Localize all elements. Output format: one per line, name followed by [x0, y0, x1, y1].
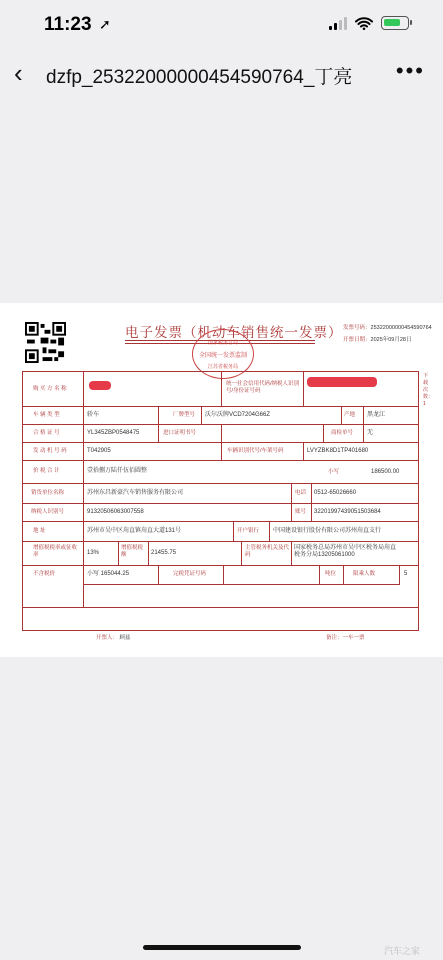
total-caps: 壹拾捌万陆仟伍佰圆整 [87, 468, 148, 474]
seller-tax-value: 91320506063007558 [87, 509, 144, 515]
bank-label: 开户银行 [237, 528, 260, 534]
cert-value: YL345ZBP0548475 [87, 430, 140, 436]
passenger-value: 5 [404, 571, 408, 577]
account-value: 32201997439051503684 [314, 509, 381, 515]
invoice-date: 开票日期：2025年09月28日 [343, 337, 412, 343]
authority-label: 主管税务机关及代码 [245, 545, 290, 558]
taxid-redacted [307, 377, 377, 387]
buyer-name-redacted [89, 381, 111, 390]
seller-tax-label: 纳税人识别号 [31, 509, 65, 515]
status-icons [329, 16, 409, 30]
vat-amount-value: 21455.75 [151, 550, 177, 556]
price-value: 小写 165044.25 [87, 571, 130, 577]
buyer-label: 购 买 方 名 称 [33, 386, 67, 392]
vat-rate-value: 13% [87, 550, 100, 556]
chevron-left-icon[interactable]: ‹ [14, 58, 23, 88]
phone-label: 电话 [295, 490, 307, 496]
total-label: 价 税 合 计 [33, 468, 60, 474]
drawer: 开票人： 顾兹 [96, 635, 131, 641]
invoice-title: 电子发票（机动车销售统一发票） [125, 325, 343, 341]
passenger-label: 限乘人数 [353, 571, 376, 577]
origin-value: 黑龙江 [367, 412, 386, 418]
taxid-label: 统一社会信用代码/纳税人识别号/身份证号码 [226, 381, 300, 394]
complete-label: 完税凭证号码 [173, 571, 207, 577]
document-title: dzfp_25322000000454590764_丁亮 [46, 67, 353, 88]
tonnage-label: 吨位 [325, 571, 337, 577]
vehicle-type-value: 轿车 [87, 412, 100, 418]
battery-charging-icon [381, 16, 409, 30]
wifi-icon [355, 17, 373, 30]
engine-value: T042905 [87, 448, 111, 454]
clock: 11:23 [44, 14, 92, 35]
invoice-number: 发票号码：25322000000454590764 [343, 325, 432, 331]
home-indicator[interactable] [143, 945, 301, 950]
seller-value: 苏州东昌新豪汽车销售服务有限公司 [87, 490, 184, 496]
inspect-label: 商检单号 [331, 430, 354, 436]
brand-label: 厂牌型号 [173, 412, 196, 418]
ellipsis-icon[interactable]: ••• [395, 58, 425, 83]
vin-value: LVYZBK8D1TP401680 [307, 448, 369, 454]
small-label: 小写 [328, 469, 340, 475]
vin-label: 车辆识别代号/车架号码 [227, 448, 284, 454]
status-bar [0, 0, 443, 52]
bank-value: 中国建设银行股份有限公司苏州甪直支行 [273, 528, 382, 534]
qr-code-icon [25, 322, 66, 363]
address-value: 苏州市吴中区甪直镇甪直大道131号 [87, 528, 182, 534]
remark: 备注：一车一票 [326, 635, 365, 641]
invoice-table [22, 371, 419, 631]
invoice-document [0, 303, 443, 657]
total-value: 186500.00 [371, 469, 400, 475]
origin-label: 产地 [344, 412, 356, 418]
engine-label: 发 动 机 号 码 [33, 448, 67, 454]
price-label: 不含税价 [33, 571, 56, 577]
official-seal: 国家税务总局 全国统一发票监制 江苏省税务局 [192, 329, 254, 379]
phone-value: 0512-65026660 [314, 490, 357, 496]
inspect-value: 无 [367, 430, 374, 436]
seller-label: 销货单位名称 [31, 490, 65, 496]
brand-value: 沃尔沃牌VCD7204G66Z [205, 412, 271, 418]
watermark: 汽车之家 [384, 946, 421, 956]
vat-amount-label: 增值税税额 [121, 545, 144, 558]
nav-bar [0, 52, 443, 96]
authority-value: 国家税务总局苏州市吴中区税务局甪直税务分局13205061000 [294, 545, 397, 558]
import-label: 进口证明书号 [163, 430, 197, 436]
vehicle-type-label: 车 辆 类 型 [33, 412, 60, 418]
location-arrow-icon: ➚ [99, 16, 111, 32]
download-count: 下载次数：1 [423, 373, 434, 407]
cert-label: 合 格 证 号 [33, 430, 60, 436]
address-label: 地 址 [33, 528, 46, 534]
vat-rate-label: 增值税税率或征收率 [33, 545, 78, 558]
cellular-signal-icon [329, 17, 347, 30]
account-label: 账号 [295, 509, 307, 515]
